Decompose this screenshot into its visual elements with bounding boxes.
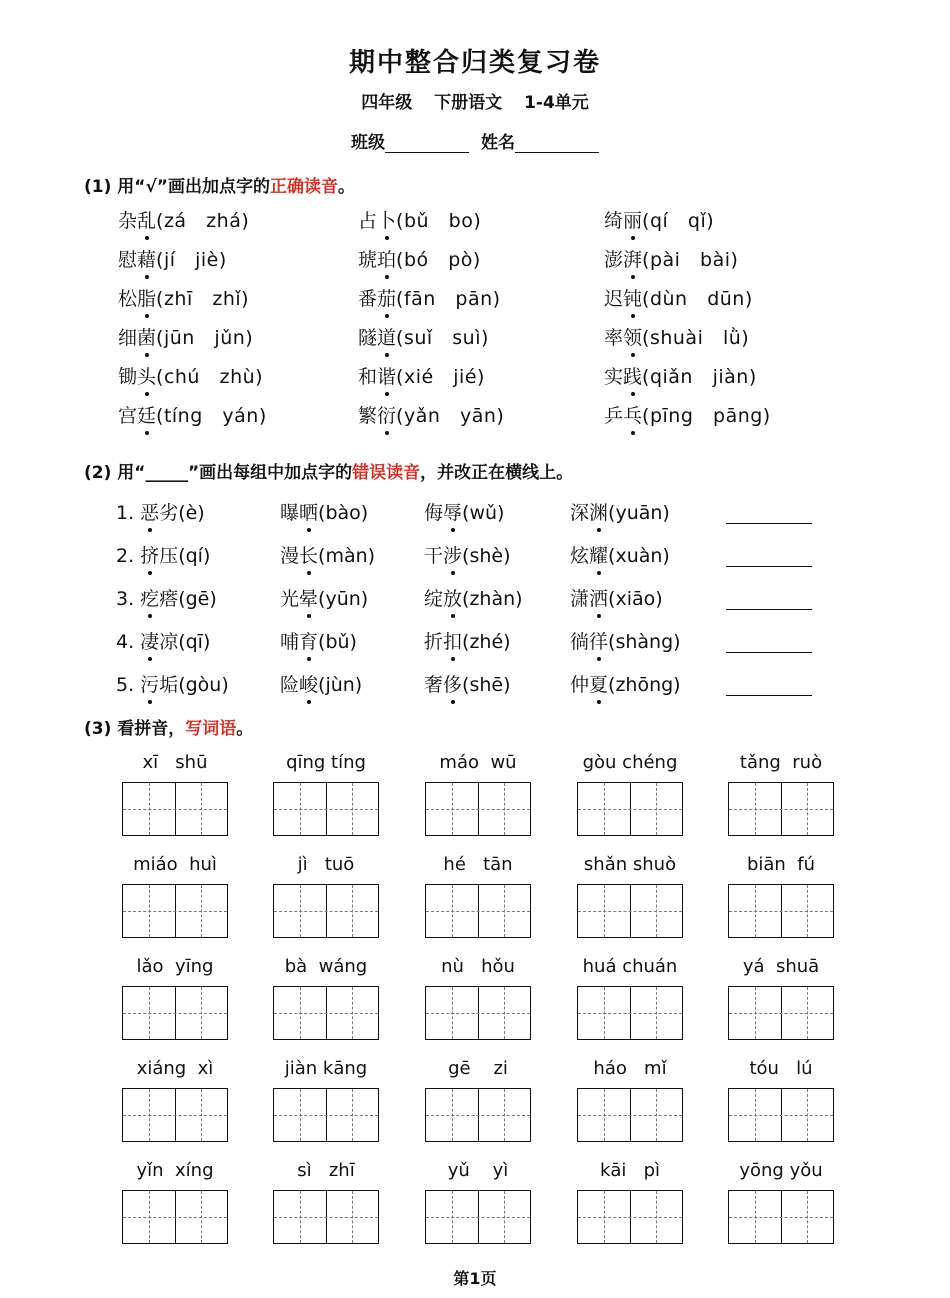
page-number: 第1页	[453, 1269, 497, 1288]
error-item[interactable]: 5. 污垢(gòu)	[116, 674, 229, 696]
pinyin-label: lǎo yīng	[136, 956, 214, 977]
writing-grid[interactable]	[728, 1190, 834, 1244]
section-2-heading	[84, 458, 573, 483]
pinyin-label: yá shuā	[742, 956, 820, 977]
writing-grid[interactable]	[273, 1190, 379, 1244]
pinyin-label: hé tān	[443, 854, 513, 875]
error-item[interactable]: 徜徉(shàng)	[570, 631, 681, 653]
error-item[interactable]: 仲夏(zhōng)	[570, 674, 681, 696]
page-title: 期中整合归类复习卷	[348, 48, 601, 78]
pinyin-label: háo mǐ	[593, 1058, 667, 1079]
writing-grid[interactable]	[425, 782, 531, 836]
reading-item[interactable]: 细菌(jūn jǔn)	[118, 327, 254, 349]
writing-grid[interactable]	[577, 1190, 683, 1244]
pinyin-label: shǎn shuò	[583, 854, 677, 875]
writing-grid[interactable]	[425, 1190, 531, 1244]
pinyin-label: bà wáng	[284, 956, 368, 977]
writing-grid[interactable]	[728, 1088, 834, 1142]
section-instruction: 看拼音，	[117, 719, 186, 739]
writing-grid[interactable]	[273, 884, 379, 938]
error-item[interactable]: 潇洒(xiāo)	[570, 588, 663, 610]
section-punct: 。	[337, 177, 355, 197]
reading-item[interactable]: 锄头(chú zhù)	[118, 366, 264, 388]
section-number: (1)	[84, 177, 112, 197]
pinyin-label: kāi pì	[599, 1160, 661, 1181]
pinyin-label: yǔ yì	[447, 1160, 509, 1181]
class-blank[interactable]	[385, 152, 469, 153]
writing-grid[interactable]	[425, 986, 531, 1040]
reading-item[interactable]: 杂乱(zá zhá)	[118, 210, 250, 232]
writing-grid[interactable]	[122, 782, 228, 836]
reading-item[interactable]: 琥珀(bó pò)	[358, 249, 481, 271]
writing-grid[interactable]	[577, 986, 683, 1040]
reading-item[interactable]: 松脂(zhī zhǐ)	[118, 288, 250, 310]
reading-item[interactable]: 迟钝(dùn dūn)	[604, 288, 753, 310]
writing-grid[interactable]	[273, 986, 379, 1040]
section-1-heading	[84, 172, 355, 197]
class-name-line	[0, 128, 950, 153]
error-item[interactable]: 深渊(yuān)	[570, 502, 670, 524]
writing-grid[interactable]	[122, 986, 228, 1040]
pinyin-label: sì zhī	[297, 1160, 355, 1181]
class-label: 班级	[351, 133, 386, 153]
section-3-heading	[84, 714, 253, 739]
pinyin-label: tóu lú	[749, 1058, 813, 1079]
subject: 下册语文	[434, 93, 503, 113]
pinyin-label: gē zi	[448, 1058, 508, 1079]
section-punct: ，并改正在横线上。	[420, 463, 574, 483]
reading-item[interactable]: 番茄(fān pān)	[358, 288, 501, 310]
pinyin-label: gòu chéng	[582, 752, 678, 773]
section-number: (2)	[84, 463, 112, 483]
writing-grid[interactable]	[122, 884, 228, 938]
reading-item[interactable]: 宫廷(tíng yán)	[118, 405, 267, 427]
error-item[interactable]: 炫耀(xuàn)	[570, 545, 670, 567]
answer-line[interactable]	[726, 694, 812, 696]
error-item[interactable]: 光晕(yūn)	[280, 588, 369, 610]
error-item[interactable]: 1. 恶劣(è)	[116, 502, 205, 524]
writing-grid[interactable]	[728, 986, 834, 1040]
answer-line[interactable]	[726, 565, 812, 567]
error-item[interactable]: 漫长(màn)	[280, 545, 376, 567]
pinyin-label: yōng yǒu	[739, 1160, 823, 1181]
name-label: 姓名	[480, 133, 515, 153]
pinyin-label: tǎng ruò	[739, 752, 823, 773]
section-highlight: 写词语	[185, 719, 237, 739]
pinyin-label: nù hǒu	[441, 956, 515, 977]
error-item[interactable]: 绽放(zhàn)	[424, 588, 523, 610]
section-instruction: 用“_____”画出每组中加点字的	[117, 463, 353, 483]
subtitle	[0, 88, 950, 113]
error-item[interactable]: 哺育(bǔ)	[280, 631, 357, 653]
pinyin-label: jì tuō	[297, 854, 355, 875]
pinyin-label: yǐn xíng	[136, 1160, 214, 1181]
error-item[interactable]: 折扣(zhé)	[424, 631, 511, 653]
reading-item[interactable]: 实践(qiǎn jiàn)	[604, 366, 757, 388]
writing-grid[interactable]	[728, 884, 834, 938]
pinyin-label: xī shū	[142, 752, 208, 773]
writing-grid[interactable]	[728, 782, 834, 836]
writing-grid[interactable]	[122, 1088, 228, 1142]
answer-line[interactable]	[726, 522, 812, 524]
error-item[interactable]: 3. 疙瘩(gē)	[116, 588, 217, 610]
writing-grid[interactable]	[577, 1088, 683, 1142]
reading-item[interactable]: 占卜(bǔ bo)	[358, 210, 482, 232]
pinyin-label: xiáng xì	[136, 1058, 214, 1079]
section-number: (3)	[84, 719, 112, 739]
section-instruction: 用“√”画出加点字的	[117, 177, 270, 197]
reading-item[interactable]: 绮丽(qí qǐ)	[604, 210, 715, 232]
error-item[interactable]: 4. 凄凉(qī)	[116, 631, 211, 653]
pinyin-label: jiàn kāng	[284, 1058, 368, 1079]
writing-grid[interactable]	[425, 1088, 531, 1142]
section-highlight: 错误读音	[352, 463, 421, 483]
writing-grid[interactable]	[577, 782, 683, 836]
reading-item[interactable]: 隧道(suǐ suì)	[358, 327, 489, 349]
reading-item[interactable]: 澎湃(pài bài)	[604, 249, 739, 271]
pinyin-label: máo wū	[439, 752, 517, 773]
name-blank[interactable]	[515, 152, 599, 153]
answer-line[interactable]	[726, 608, 812, 610]
writing-grid[interactable]	[577, 884, 683, 938]
writing-grid[interactable]	[273, 782, 379, 836]
section-punct: 。	[236, 719, 254, 739]
grade: 四年级	[361, 93, 413, 113]
reading-item[interactable]: 繁衍(yǎn yān)	[358, 405, 505, 427]
section-highlight: 正确读音	[269, 177, 338, 197]
writing-grid[interactable]	[273, 1088, 379, 1142]
error-item[interactable]: 奢侈(shē)	[424, 674, 511, 696]
error-item[interactable]: 险峻(jùn)	[280, 674, 363, 696]
reading-item[interactable]: 率领(shuài lǜ)	[604, 327, 750, 349]
error-item[interactable]: 曝晒(bào)	[280, 502, 369, 524]
error-item[interactable]: 侮辱(wǔ)	[424, 502, 505, 524]
writing-grid[interactable]	[425, 884, 531, 938]
pinyin-label: huá chuán	[582, 956, 678, 977]
pinyin-label: biān fú	[746, 854, 816, 875]
pinyin-label: qīng tíng	[286, 752, 366, 773]
reading-item[interactable]: 慰藉(jí jiè)	[118, 249, 227, 271]
answer-line[interactable]	[726, 651, 812, 653]
error-item[interactable]: 干涉(shè)	[424, 545, 511, 567]
pinyin-label: miáo huì	[133, 854, 217, 875]
units: 1-4单元	[524, 93, 589, 113]
writing-grid[interactable]	[122, 1190, 228, 1244]
reading-item[interactable]: 和谐(xié jié)	[358, 366, 485, 388]
error-item[interactable]: 2. 挤压(qí)	[116, 545, 211, 567]
reading-item[interactable]: 乒乓(pīng pāng)	[604, 405, 771, 427]
